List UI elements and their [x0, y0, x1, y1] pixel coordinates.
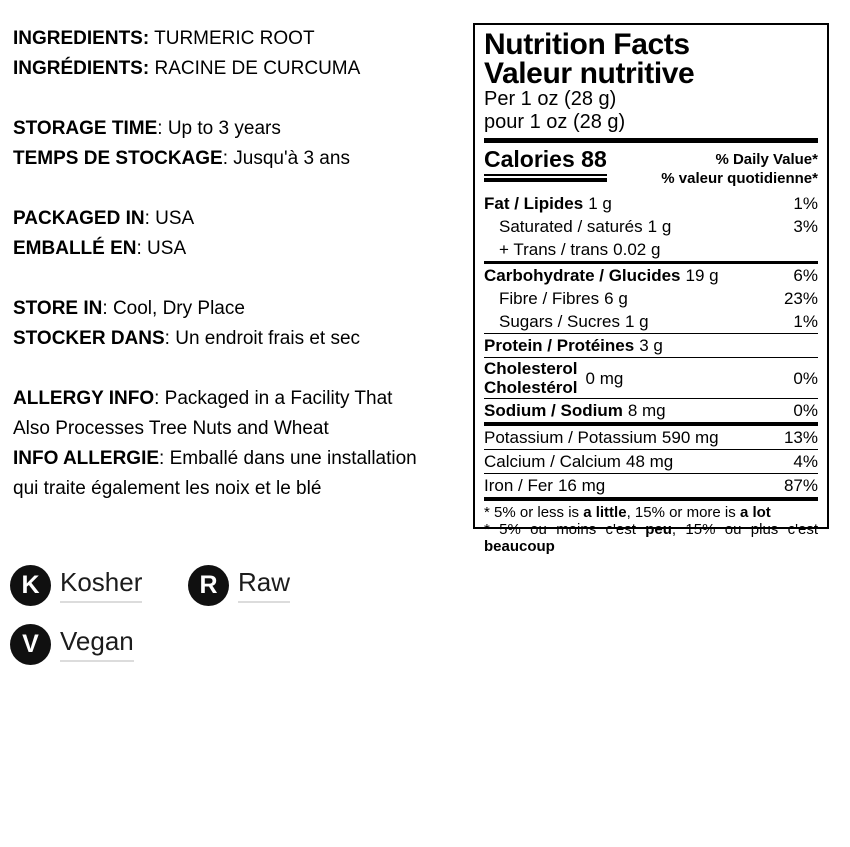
certification-badges	[10, 565, 290, 665]
nutrient-row	[484, 358, 818, 399]
serving-size-en: Per 1 oz (28 g)	[484, 88, 617, 110]
nft-title-fr: Valeur nutritive	[484, 57, 695, 90]
nutrient-amount: 48 mg	[625, 452, 674, 471]
info-line: qui traite également les noix et le blé	[13, 478, 322, 499]
calories-label: Calories 88	[484, 147, 607, 176]
info-line: STORAGE TIME: Up to 3 years	[13, 118, 281, 139]
nutrient-label: Fat / Lipides	[484, 194, 584, 213]
info-group	[13, 24, 471, 84]
info-line: INGREDIENTS: TURMERIC ROOT	[13, 28, 315, 49]
product-info	[13, 24, 471, 534]
nutrient-label: Iron / Fer	[484, 476, 553, 495]
nutrient-row	[484, 192, 818, 215]
header-divider	[484, 138, 818, 143]
info-group	[13, 204, 471, 264]
info-line: PACKAGED IN: USA	[13, 208, 195, 229]
nutrient-label: Saturated / saturés	[499, 217, 643, 236]
nutrient-row	[484, 215, 818, 238]
vegan-badge	[10, 624, 134, 665]
info-line: Also Processes Tree Nuts and Wheat	[13, 418, 329, 439]
daily-value-percent: 87%	[783, 476, 818, 495]
nutrient-amount: 0 mg	[585, 368, 624, 388]
daily-value-percent: 0%	[793, 401, 818, 420]
daily-value-header	[661, 147, 818, 188]
nutrient-row	[484, 450, 818, 474]
nutrient-row	[484, 474, 818, 501]
info-line: EMBALLÉ EN: USA	[13, 238, 187, 259]
kosher-badge-icon: K	[10, 565, 51, 606]
daily-value-percent: 23%	[783, 289, 818, 308]
info-line: INFO ALLERGIE: Emballé dans une installation	[13, 448, 417, 469]
nutrient-amount: 0.02 g	[613, 240, 661, 259]
nutrient-rows	[484, 192, 818, 501]
info-group	[13, 384, 471, 504]
badge-label: Raw	[238, 568, 290, 604]
daily-value-percent: 4%	[793, 452, 818, 471]
info-group	[13, 294, 471, 354]
nutrient-label: Sugars / Sucres	[499, 312, 620, 331]
info-line: TEMPS DE STOCKAGE: Jusqu'à 3 ans	[13, 148, 350, 169]
raw-badge	[188, 565, 290, 606]
nutrient-row	[484, 287, 818, 310]
calories-underline	[484, 178, 607, 182]
nutrient-amount: 590 mg	[661, 428, 719, 447]
info-line: ALLERGY INFO: Packaged in a Facility That	[13, 388, 393, 409]
nutrient-amount: 19 g	[685, 266, 719, 285]
info-line: INGRÉDIENTS: RACINE DE CURCUMA	[13, 58, 361, 79]
nutrient-row	[484, 310, 818, 334]
nutrition-facts-panel	[473, 23, 829, 555]
daily-value-percent: 6%	[793, 266, 818, 285]
serving-size-fr: pour 1 oz (28 g)	[484, 111, 626, 133]
nutrient-row	[484, 264, 818, 287]
calories-row	[484, 147, 818, 188]
footnote-fr: * 5% ou moins c'est peu, 15% ou plus c'est beaucoup	[484, 521, 818, 555]
nutrient-amount: 1 g	[647, 217, 672, 236]
nutrient-amount: 8 mg	[627, 401, 666, 420]
nft-title-en: Nutrition Facts	[484, 28, 690, 61]
nutrient-label: Fibre / Fibres	[499, 289, 600, 308]
badge-label: Vegan	[60, 627, 134, 663]
daily-value-percent: 3%	[793, 217, 818, 236]
info-group	[13, 114, 471, 174]
nutrient-label: Carbohydrate / Glucides	[484, 266, 681, 285]
footnote-en: * 5% or less is a little, 15% or more is a lot	[484, 504, 771, 521]
nutrient-row	[484, 426, 818, 450]
daily-value-percent: 1%	[793, 312, 818, 331]
daily-value-percent: 13%	[783, 428, 818, 447]
nutrient-amount: 1 g	[624, 312, 649, 331]
nutrient-amount: 6 g	[604, 289, 628, 308]
nutrient-amount: 1 g	[588, 194, 612, 213]
nutrient-row	[484, 238, 818, 264]
nutrient-label: + Trans / trans	[499, 240, 609, 259]
nutrient-amount: 16 mg	[557, 476, 606, 495]
info-line: STOCKER DANS: Un endroit frais et sec	[13, 328, 361, 349]
badge-label: Kosher	[60, 568, 142, 604]
nutrient-amount: 3 g	[639, 336, 663, 355]
nutrient-label: Potassium / Potassium	[484, 428, 657, 447]
nutrient-label: Protein / Protéines	[484, 336, 635, 355]
nutrient-label: Sodium / Sodium	[484, 401, 623, 420]
daily-value-en: % Daily Value*	[715, 151, 818, 168]
kosher-badge	[10, 565, 142, 606]
daily-value-percent: 1%	[793, 194, 818, 213]
daily-value-percent: 0%	[793, 368, 818, 388]
nutrient-row	[484, 334, 818, 358]
daily-value-fr: % valeur quotidienne*	[661, 170, 818, 187]
nutrient-label: Calcium / Calcium	[484, 452, 621, 471]
vegan-badge-icon: V	[10, 624, 51, 665]
nutrient-row	[484, 399, 818, 426]
info-line: STORE IN: Cool, Dry Place	[13, 298, 245, 319]
calories-value	[484, 147, 607, 188]
nutrient-label: Cholesterol Cholestérol	[484, 359, 578, 397]
raw-badge-icon: R	[188, 565, 229, 606]
